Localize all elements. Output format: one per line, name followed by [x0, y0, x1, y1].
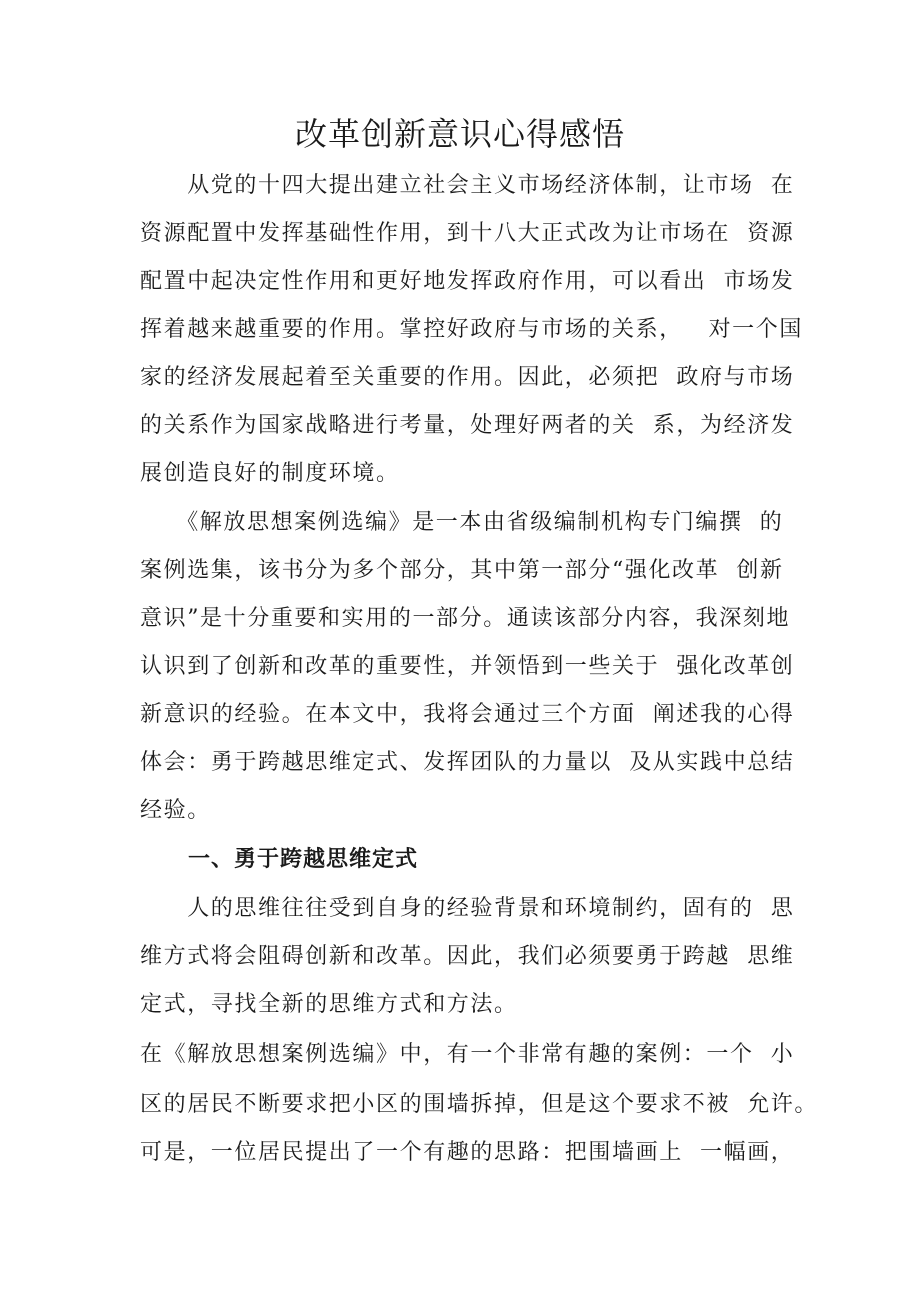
paragraph-4-line: 可是，一位居民提出了一个有趣的思路：把围墙画上 一幅画， — [140, 1140, 795, 1165]
paragraph-1-line: 从党的十四大提出建立社会主义市场经济体制，让市场 在 — [140, 173, 795, 198]
paragraph-1-line: 资源配置中发挥基础性作用，到十八大正式改为让市场在 资源 — [140, 221, 795, 246]
paragraph-1-line: 的关系作为国家战略进行考量，处理好两者的关 系，为经济发 — [140, 413, 795, 438]
paragraph-2-line: 体会：勇于跨越思维定式、发挥团队的力量以 及从实践中总结 — [140, 750, 795, 775]
paragraph-2-line: 新意识的经验。在本文中，我将会通过三个方面 阐述我的心得 — [140, 702, 795, 727]
paragraph-2-line: 《解放思想案例选编》是一本由省级编制机构专门编撰 的 — [140, 510, 784, 535]
paragraph-2-line: 案例选集，该书分为多个部分，其中第一部分“强化改革 创新 — [140, 558, 784, 583]
paragraph-3-line: 维方式将会阻碍创新和改革。因此，我们必须要勇于跨越 思维 — [140, 944, 795, 969]
paragraph-1-line: 配置中起决定性作用和更好地发挥政府作用，可以看出 市场发 — [140, 269, 795, 294]
paragraph-1-line: 挥着越来越重要的作用。掌控好政府与市场的关系， 对一个国 — [140, 317, 803, 342]
paragraph-1-line: 展创造良好的制度环境。 — [140, 461, 400, 486]
paragraph-2-line: 意识”是十分重要和实用的一部分。通读该部分内容，我深刻地 — [140, 606, 791, 631]
paragraph-2-line: 认识到了创新和改革的重要性，并领悟到一些关于 强化改革创 — [140, 654, 795, 679]
paragraph-3-line: 人的思维往往受到自身的经验背景和环境制约，固有的 思 — [140, 896, 795, 921]
paragraph-4-line: 区的居民不断要求把小区的围墙拆掉，但是这个要求不被 允许。 — [140, 1092, 818, 1117]
paragraph-4-line: 在《解放思想案例选编》中，有一个非常有趣的案例：一个 小 — [140, 1042, 795, 1067]
paragraph-2-line: 经验。 — [140, 798, 211, 823]
paragraph-3-line: 定式，寻找全新的思维方式和方法。 — [140, 992, 518, 1017]
document-title: 改革创新意识心得感悟 — [294, 115, 625, 153]
section-heading: 一、勇于跨越思维定式 — [188, 847, 419, 872]
paragraph-1-line: 家的经济发展起着至关重要的作用。因此，必须把 政府与市场 — [140, 365, 795, 390]
